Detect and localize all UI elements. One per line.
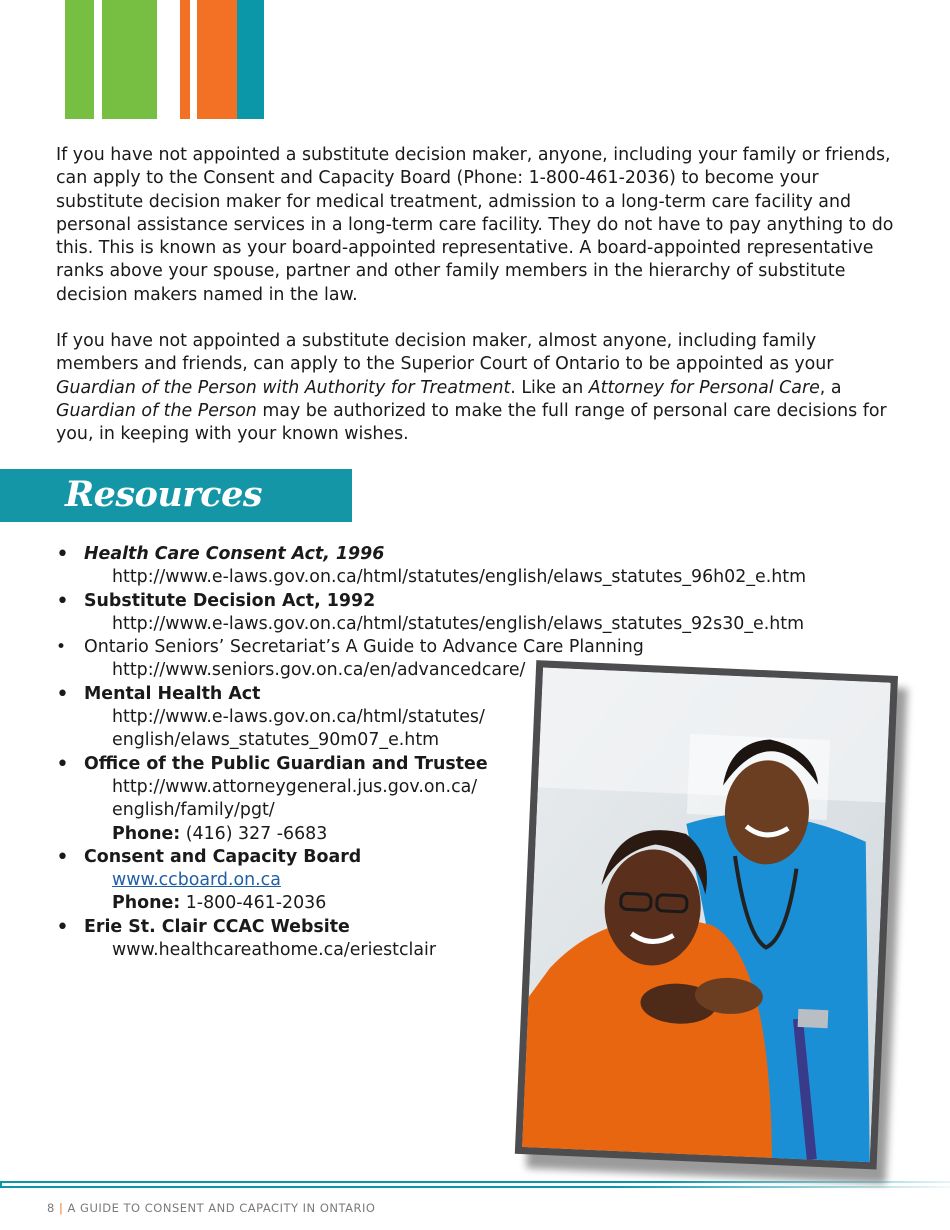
resource-item-substitute-decision-act (56, 590, 916, 637)
paragraph-guardian (56, 330, 896, 446)
bullet: • (56, 844, 69, 870)
resource-title: Health Care Consent Act, 1996 (84, 544, 385, 564)
ccboard-link[interactable]: www.ccboard.on.ca (112, 870, 281, 891)
bullet: • (56, 542, 69, 567)
paragraph-text: , a (819, 377, 842, 398)
bullet: • (56, 914, 69, 940)
resource-title: Mental Health Act (84, 683, 261, 704)
resource-url[interactable]: http://www.e-laws.gov.on.ca/html/statutes/english/elaws_statutes_92s30_e.htm (112, 613, 805, 634)
footer-separator: | (58, 1201, 64, 1215)
resource-url[interactable]: http://www.e-laws.gov.on.ca/html/statutes/english/elaws_statutes_96h02_e.htm (112, 567, 807, 588)
footer-rule-secondary (0, 1186, 950, 1188)
teal-bar (237, 0, 264, 119)
paragraph-text: If you have not appointed a substitute decision maker, almost anyone, including family members and friends, can apply to the Superior Court of Ontario to be appointed as your (56, 331, 834, 375)
footer (47, 1201, 375, 1215)
bullet: • (56, 637, 67, 658)
phone-number: (416) 327 -6683 (180, 823, 328, 844)
resource-title: Ontario Seniors’ Secretariat’s A Guide to Advance Care Planning (84, 637, 644, 658)
green-bar-wide (102, 0, 157, 119)
footer-rule (0, 1181, 950, 1183)
green-bar (65, 0, 94, 119)
phone-number: 1-800-461-2036 (180, 893, 327, 914)
paragraph-text: . Like an (510, 377, 589, 398)
page-number: 8 (47, 1201, 55, 1215)
paragraph-text: may be authorized to make the full range of personal care decisions for you, in keeping with your known wishes. (56, 400, 887, 445)
resource-title: Substitute Decision Act, 1992 (84, 590, 376, 611)
resource-title: Consent and Capacity Board (84, 846, 362, 867)
resource-item-health-care-consent-act (56, 543, 916, 590)
resource-title: Office of the Public Guardian and Trustee (84, 753, 488, 774)
emphasis-attorney-personal-care: Attorney for Personal Care (588, 377, 820, 398)
emphasis-guardian-person: Guardian of the Person (56, 400, 257, 421)
bullet: • (56, 681, 69, 707)
bullet: • (56, 751, 69, 777)
emphasis-guardian-treatment: Guardian of the Person with Authority for Treatment (56, 377, 511, 398)
resource-url[interactable]: http://www.e-laws.gov.on.ca/html/statutes/ (112, 707, 485, 728)
orange-bar (197, 0, 237, 119)
phone-label: Phone: (112, 893, 181, 914)
phone-label: Phone: (112, 823, 181, 844)
resource-url[interactable]: http://www.seniors.gov.on.ca/en/advancedcare/ (112, 660, 526, 681)
caregiver-illustration (522, 667, 891, 1162)
footer-title: A GUIDE TO CONSENT AND CAPACITY IN ONTARIO (67, 1201, 376, 1215)
resources-heading: Resources (65, 474, 263, 515)
paragraph-board-appointed: If you have not appointed a substitute decision maker, anyone, including your family or friends, can apply to the Consent and Capacity Board (Phone: 1-800-461-2036) to become your substitute decision maker for medical treatment, admission to a long-term care facility and personal assistance services in a long-term care facility. They do not have to pay anything to do this. This is known as your board-appointed representative. A board-appointed representative ranks above your spouse, partner and other family members in the hierarchy of substitute decision makers named in the law. (56, 145, 894, 305)
resource-url[interactable]: http://www.attorneygeneral.jus.gov.on.ca/ (112, 776, 478, 797)
resource-url-cont[interactable]: english/family/pgt/ (112, 800, 275, 821)
footer-rule-end-cap (0, 1181, 6, 1188)
resource-title: Erie St. Clair CCAC Website (84, 916, 350, 937)
orange-bar-thin (180, 0, 190, 119)
photo-frame (514, 660, 906, 1188)
caregiver-photo (515, 660, 898, 1169)
resource-url-cont[interactable]: english/elaws_statutes_90m07_e.htm (112, 730, 440, 751)
bullet: • (56, 588, 69, 614)
resource-url[interactable]: www.healthcareathome.ca/eriestclair (112, 940, 437, 961)
